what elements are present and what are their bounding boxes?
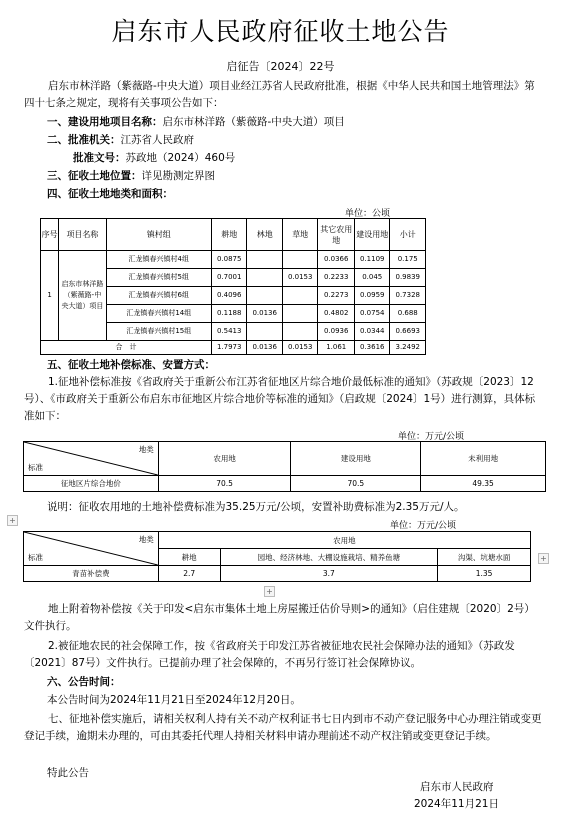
header-cultivated: 耕地 (211, 219, 246, 251)
cell: 汇龙镇春兴镇村4组 (106, 251, 211, 269)
total-row (41, 341, 426, 355)
header-orchard: 园地、经济林地、大棚设施栽培、精养鱼塘 (220, 549, 438, 566)
approval-value: 苏政地（2024）460号 (125, 152, 236, 164)
item-1-paragraph: 1.征地补偿标准按《省政府关于重新公布江苏省征地区片综合地价最低标准的通知》（苏政规〔2023〕12号）、《市政府关于重新公布启东市征地区片综合地价等标准的通知》（启政规〔2024〕1号）进行测算，具体标准如下： (24, 376, 536, 422)
cell: 汇龙镇春兴镇村6组 (106, 287, 211, 305)
cell: 汇龙镇春兴镇村15组 (106, 323, 211, 341)
sign-date: 2024年11月21日 (414, 798, 499, 810)
section-1-value: 启东市林洋路（紫薇路-中央大道）项目 (162, 116, 345, 128)
header-agri: 农用地 (158, 442, 291, 476)
cell: 0.4096 (211, 287, 246, 305)
cell (247, 287, 282, 305)
announcement-period: 本公告时间为2024年11月21日至2024年12月20日。 (47, 694, 301, 706)
cell (282, 305, 317, 323)
cell: 0.0153 (282, 269, 317, 287)
table3-unit: 单位：万元/公顷 (390, 521, 457, 531)
signer: 启东市人民政府 (420, 781, 494, 793)
corner-bottom-label: 标准 (28, 463, 43, 472)
add-column-handle[interactable]: + (538, 553, 549, 564)
section-5-label: 五、征收土地补偿标准、安置方式： (47, 359, 215, 371)
header-ditch: 沟渠、坑塘水面 (438, 549, 531, 566)
crop-compensation-table (23, 531, 531, 582)
cell: 70.5 (291, 476, 421, 492)
cell: 0.9839 (390, 269, 426, 287)
cell (247, 323, 282, 341)
cell (282, 251, 317, 269)
section-2 (47, 132, 194, 149)
cell: 0.175 (390, 251, 426, 269)
cell: 0.0344 (355, 323, 390, 341)
cell: 0.5413 (211, 323, 246, 341)
page-title: 启东市人民政府征收土地公告 (111, 17, 450, 46)
compensation-note: 说明：征收农用地的土地补偿费标准为35.25万元/公顷，安置补助费标准为2.35万元/人。 (47, 501, 465, 513)
header-seq: 序号 (41, 219, 59, 251)
cell: 0.0936 (318, 323, 355, 341)
cell: 70.5 (158, 476, 291, 492)
header-project: 项目名称 (59, 219, 106, 251)
corner-bottom-label: 标准 (28, 553, 43, 562)
section-3-label: 三、征收土地位置： (47, 170, 142, 182)
land-area-table (40, 218, 426, 355)
cell: 0.7328 (390, 287, 426, 305)
header-construction: 建设用地 (291, 442, 421, 476)
table-row (24, 476, 546, 492)
cell: 49.35 (421, 476, 546, 492)
cell-seq: 1 (41, 251, 59, 341)
diagonal-line (24, 532, 158, 565)
cell: 0.0959 (355, 287, 390, 305)
corner-top-label: 地类 (138, 535, 154, 544)
cell: 3.7 (220, 566, 438, 582)
group-header-agri: 农用地 (158, 532, 530, 549)
attachment-paragraph: 地上附着物补偿按《关于印发<启东市集体土地上房屋搬迁估价导则>的通知》（启住建规〔2020〕2号）文件执行。 (24, 603, 535, 632)
table1-unit: 单位：公顷 (345, 209, 391, 219)
add-row-handle[interactable]: + (264, 586, 275, 597)
header-cultivated: 耕地 (158, 549, 220, 566)
cell: 汇龙镇春兴镇村14组 (106, 305, 211, 323)
approval-number (73, 150, 235, 167)
approval-label: 批准文号： (73, 152, 126, 164)
intro-paragraph: 启东市林洋路（紫薇路-中央大道）项目业经江苏省人民政府批准，根据《中华人民共和国土地管理法》第四十七条之规定，现将有关事项公告如下： (24, 80, 535, 109)
cell: 汇龙镇春兴镇村5组 (106, 269, 211, 287)
table3-corner (24, 532, 159, 566)
cell: 0.7001 (211, 269, 246, 287)
section-1 (47, 114, 345, 131)
land-price-table (23, 441, 546, 492)
cell: 2.7 (158, 566, 220, 582)
cell-project: 启东市林洋路（紫薇路-中央大道）项目 (59, 251, 106, 341)
total-cell: 1.7973 (211, 341, 246, 355)
table2-corner (24, 442, 159, 476)
header-subtotal: 小计 (390, 219, 426, 251)
total-cell: 0.0136 (247, 341, 282, 355)
cell: 0.0366 (318, 251, 355, 269)
corner-top-label: 地类 (138, 445, 154, 454)
cell: 0.1188 (211, 305, 246, 323)
cell (282, 287, 317, 305)
table-row (24, 566, 531, 582)
table-move-handle[interactable]: + (7, 515, 18, 526)
cell: 0.045 (355, 269, 390, 287)
header-forest: 林地 (247, 219, 282, 251)
section-2-value: 江苏省人民政府 (120, 134, 194, 146)
section-3-value: 详见勘测定界图 (141, 170, 215, 182)
diagonal-line (24, 442, 158, 475)
cell: 0.4802 (318, 305, 355, 323)
document-number: 启征告〔2024〕22号 (226, 60, 335, 73)
cell: 1.35 (438, 566, 531, 582)
section-1-label: 一、建设用地项目名称： (47, 116, 163, 128)
cell: 0.0136 (247, 305, 282, 323)
cell: 0.2273 (318, 287, 355, 305)
closing-text: 特此公告 (47, 767, 89, 779)
total-cell: 0.3616 (355, 341, 390, 355)
header-grass: 草地 (282, 219, 317, 251)
table-row (41, 251, 426, 269)
cell: 0.6693 (390, 323, 426, 341)
cell: 0.1109 (355, 251, 390, 269)
section-2-label: 二、批准机关： (47, 134, 121, 146)
total-cell: 1.061 (318, 341, 355, 355)
cell: 0.2233 (318, 269, 355, 287)
section-3 (47, 168, 215, 185)
row-label: 征地区片综合地价 (24, 476, 159, 492)
table2-unit: 单位：万元/公顷 (398, 432, 465, 442)
item-2-paragraph: 2.被征地农民的社会保障工作，按《省政府关于印发江苏省被征地农民社会保障办法的通知》（苏政发〔2021〕87号）文件执行。已提前办理了社会保障的，不再另行签订社会保障协议。 (24, 640, 515, 669)
header-construction: 建设用地 (355, 219, 390, 251)
header-village: 镇村组 (106, 219, 211, 251)
cell (247, 269, 282, 287)
cell: 0.0875 (211, 251, 246, 269)
section-4-label: 四、征收土地地类和面积： (47, 188, 173, 200)
row-label: 青苗补偿费 (24, 566, 159, 582)
cell: 0.0754 (355, 305, 390, 323)
section-6-label: 六、公告时间： (47, 676, 121, 688)
cell: 0.688 (390, 305, 426, 323)
cell (282, 323, 317, 341)
total-cell: 0.0153 (282, 341, 317, 355)
total-label: 合 计 (41, 341, 212, 355)
section-7-paragraph: 七、征地补偿实施后，请相关权利人持有关不动产权利证书七日内到市不动产登记服务中心办理注销或变更登记手续，逾期未办理的，可由其委托代理人持相关材料申请办理前述不动产权注销或变更登记手续。 (24, 713, 542, 742)
total-cell: 3.2492 (390, 341, 426, 355)
cell (247, 251, 282, 269)
header-other-agri: 其它农用地 (318, 219, 355, 251)
header-unused: 未利用地 (421, 442, 546, 476)
